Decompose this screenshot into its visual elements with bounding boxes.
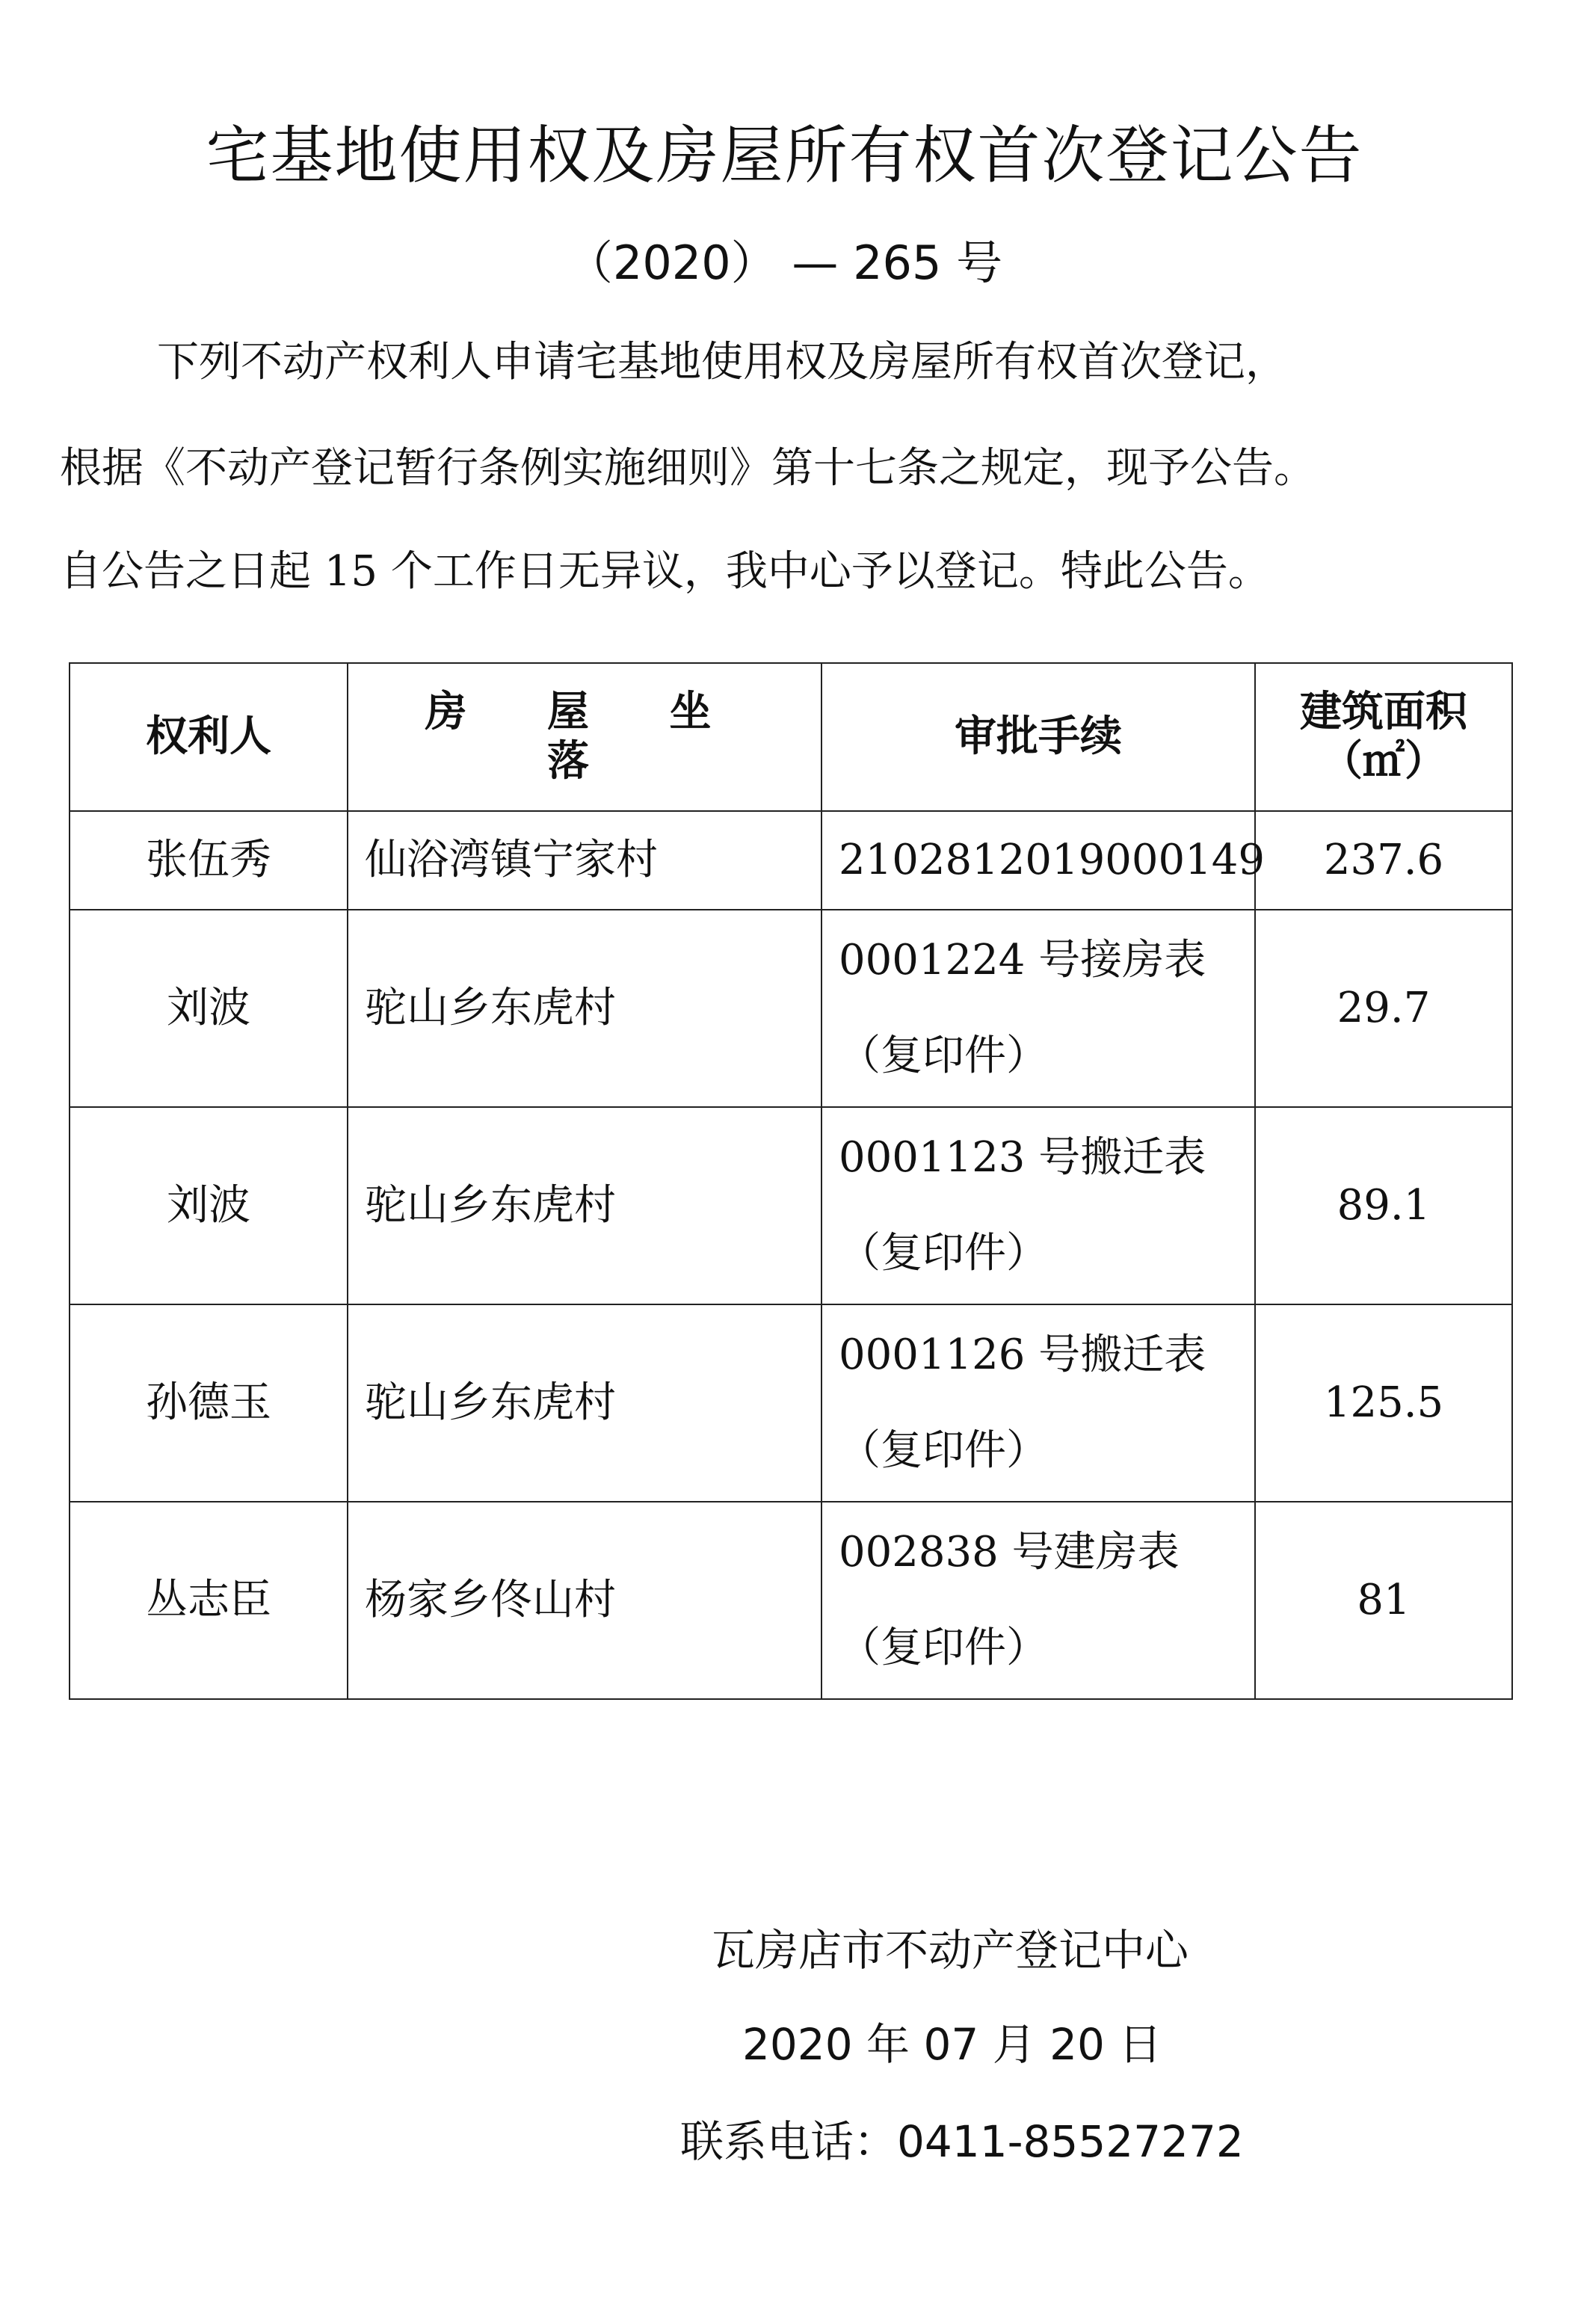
approval-line-2: （复印件） — [839, 1624, 1048, 1672]
approval-line-1: 0001126 号搬迁表 — [839, 1331, 1206, 1379]
area-cell: 237.6 — [1255, 811, 1512, 910]
area-cell: 89.1 — [1255, 1107, 1512, 1304]
table-row — [70, 1304, 1512, 1502]
header-approval: 审批手续 — [822, 663, 1255, 811]
approval-line-1: 2102812019000149 — [839, 836, 1266, 884]
owner-cell: 丛志臣 — [70, 1502, 348, 1699]
registration-table — [69, 662, 1513, 1700]
header-area-unit: （㎡） — [1321, 737, 1446, 786]
header-location — [348, 663, 822, 811]
owner-cell: 刘波 — [70, 1107, 348, 1304]
notice-title: 宅基地使用权及房屋所有权首次登记公告 — [206, 119, 1363, 192]
notice-paragraph-line-2: 根据《不动产登记暂行条例实施细则》第十七条之规定，现予公告。 — [60, 444, 1316, 493]
location-cell: 驼山乡东虎村 — [348, 1304, 822, 1502]
approval-cell — [822, 910, 1255, 1107]
header-area — [1255, 663, 1512, 811]
header-location-label: 房 屋 坐 落 — [425, 688, 745, 786]
area-cell: 29.7 — [1255, 910, 1512, 1107]
table-row — [70, 910, 1512, 1107]
location-cell: 驼山乡东虎村 — [348, 910, 822, 1107]
area-cell: 125.5 — [1255, 1304, 1512, 1502]
approval-line-1: 0001123 号搬迁表 — [839, 1133, 1206, 1182]
issue-date: 2020 年 07 月 20 日 — [742, 2019, 1162, 2070]
header-area-label: 建筑面积 — [1300, 688, 1467, 736]
approval-cell — [822, 1107, 1255, 1304]
table-row — [70, 1107, 1512, 1304]
issuing-organization: 瓦房店市不动产登记中心 — [712, 1925, 1189, 1976]
approval-cell — [822, 811, 1266, 910]
approval-line-1: 0001224 号接房表 — [839, 936, 1206, 984]
area-cell: 81 — [1255, 1502, 1512, 1699]
notice-paragraph-line-3: 自公告之日起 15 个工作日无异议，我中心予以登记。特此公告。 — [60, 547, 1270, 596]
approval-cell — [822, 1304, 1255, 1502]
approval-cell — [822, 1502, 1255, 1699]
notice-paragraph-line-1: 下列不动产权利人申请宅基地使用权及房屋所有权首次登记， — [157, 338, 1287, 386]
location-cell: 仙浴湾镇宁家村 — [348, 811, 822, 910]
location-cell: 杨家乡佟山村 — [348, 1502, 822, 1699]
contact-phone: 联系电话：0411-85527272 — [680, 2116, 1244, 2167]
owner-cell: 孙德玉 — [70, 1304, 348, 1502]
table-header-row — [70, 663, 1512, 811]
approval-line-1: 002838 号建房表 — [839, 1528, 1180, 1576]
table-row — [70, 1502, 1512, 1699]
header-owner: 权利人 — [70, 663, 348, 811]
approval-line-2: （复印件） — [839, 1229, 1048, 1277]
document-number: （2020） — 265 号 — [566, 235, 1003, 290]
owner-cell: 张伍秀 — [70, 811, 348, 910]
location-cell: 驼山乡东虎村 — [348, 1107, 822, 1304]
table-row — [70, 811, 1512, 910]
approval-line-2: （复印件） — [839, 1426, 1048, 1475]
approval-line-2: （复印件） — [839, 1032, 1048, 1080]
owner-cell: 刘波 — [70, 910, 348, 1107]
